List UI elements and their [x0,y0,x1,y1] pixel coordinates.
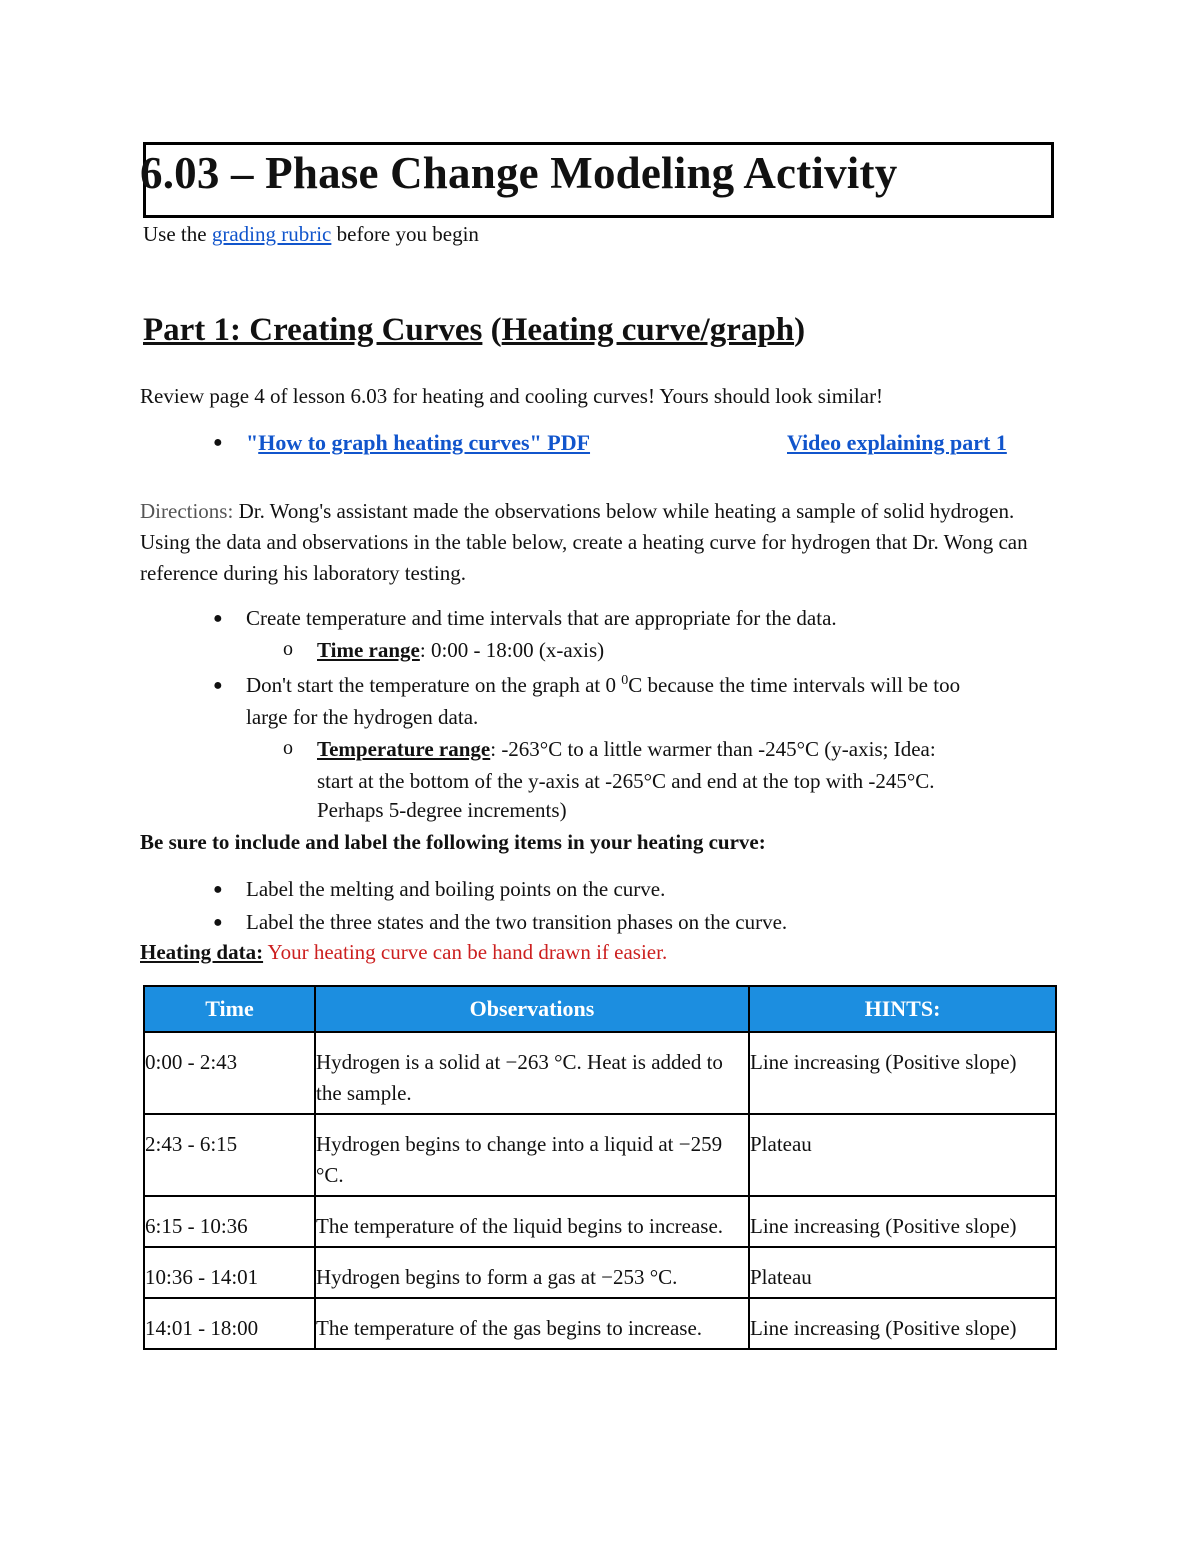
part1-heading-sub: Heating curve/graph [501,312,795,348]
sub-bullet-circle-icon: o [283,638,293,660]
bullet-temperature-start [246,673,960,698]
heating-data-table [143,985,1057,1350]
bullet-dot-icon: ● [213,914,223,931]
bullet-dot-icon: ● [213,881,223,898]
review-text: Review page 4 of lesson 6.03 for heating and cooling curves! Yours should look similar! [140,384,884,408]
sub-bullet-circle-icon: o [283,737,293,759]
temp-start-line2: large for the hydrogen data. [246,705,479,729]
temp-range-label: Temperature range [317,737,491,761]
bullet-dot-icon: ● [213,434,223,451]
bullet-dot-icon: ● [213,610,223,627]
temp-range-text1: : -263°C to a little warmer than -245°C (y-axis; Idea: [490,737,936,761]
cell-observation: The temperature of the gas begins to increase. [315,1298,749,1349]
directions-label: Directions: [140,499,234,523]
rubric-prefix: Use the [143,222,212,246]
time-range-label: Time range [317,638,420,662]
cell-time: 10:36 - 14:01 [144,1247,315,1298]
cell-time: 2:43 - 6:15 [144,1114,315,1196]
cell-hint: Plateau [749,1114,1056,1196]
include-label-instruction: Be sure to include and label the following items in your heating curve: [140,830,766,854]
grading-rubric-link[interactable]: grading rubric [211,222,332,246]
temp-start-prefix: Don't start the temperature on the graph at 0 [246,673,622,697]
pdf-link-wrapper [246,430,590,456]
table-header-row [144,986,1056,1032]
directions-paragraph [140,496,1060,589]
temp-range-line1 [317,737,936,762]
part1-heading-main: Part 1: Creating Curves [143,312,483,348]
cell-observation: The temperature of the liquid begins to increase. [315,1196,749,1247]
cell-hint: Line increasing (Positive slope) [749,1032,1056,1114]
temp-range-line2: start at the bottom of the y-axis at -265°C and end at the top with -245°C. [317,769,935,793]
time-range-text: : 0:00 - 18:00 (x-axis) [419,638,605,662]
table-row [144,1196,1056,1247]
video-part1-link[interactable]: Video explaining part 1 [787,430,1007,455]
pdf-link-quote: " [246,430,259,455]
cell-hint: Line increasing (Positive slope) [749,1298,1056,1349]
resource-links-row [0,430,1200,460]
page-title: 6.03 – Phase Change Modeling Activity [140,148,898,198]
cell-observation: Hydrogen begins to form a gas at −253 °C. [315,1247,749,1298]
part1-heading [143,312,805,349]
time-range-line [317,638,604,663]
heating-data-note: Your heating curve can be hand drawn if easier. [263,940,668,964]
table-row [144,1032,1056,1114]
cell-hint: Plateau [749,1247,1056,1298]
part1-heading-paren-close: ) [794,312,806,348]
cell-observation: Hydrogen is a solid at −263 °C. Heat is added to the sample. [315,1032,749,1114]
cell-time: 14:01 - 18:00 [144,1298,315,1349]
header-hints: HINTS: [749,986,1056,1032]
heating-data-line [140,940,667,965]
directions-text: Dr. Wong's assistant made the observations below while heating a sample of solid hydrogen. Using the data and observations in the table below, create a heating curve for hydrogen that Dr. Wong can reference during his laboratory testing. [140,499,1028,585]
part1-heading-paren-open: ( [482,312,502,348]
bullet-dot-icon: ● [213,677,223,694]
table-row [144,1114,1056,1196]
title-box [140,142,1054,218]
rubric-suffix: before you begin [331,222,479,246]
temp-range-line3: Perhaps 5-degree increments) [317,798,567,822]
bullet-melting-boiling: Label the melting and boiling points on the curve. [246,877,666,901]
heating-curves-pdf-link[interactable]: How to graph heating curves" PDF [258,430,591,455]
cell-time: 6:15 - 10:36 [144,1196,315,1247]
heating-data-label: Heating data: [140,940,264,964]
temp-start-sup: 0 [621,673,629,688]
header-time: Time [144,986,315,1032]
cell-hint: Line increasing (Positive slope) [749,1196,1056,1247]
rubric-line [143,222,479,247]
header-observations: Observations [315,986,749,1032]
temp-start-suffix: C because the time intervals will be too [628,673,961,697]
bullet-states-phases: Label the three states and the two transition phases on the curve. [246,910,788,934]
table-row [144,1247,1056,1298]
cell-observation: Hydrogen begins to change into a liquid at −259 °C. [315,1114,749,1196]
bullet-time-intervals: Create temperature and time intervals that are appropriate for the data. [246,606,837,630]
cell-time: 0:00 - 2:43 [144,1032,315,1114]
table-row [144,1298,1056,1349]
